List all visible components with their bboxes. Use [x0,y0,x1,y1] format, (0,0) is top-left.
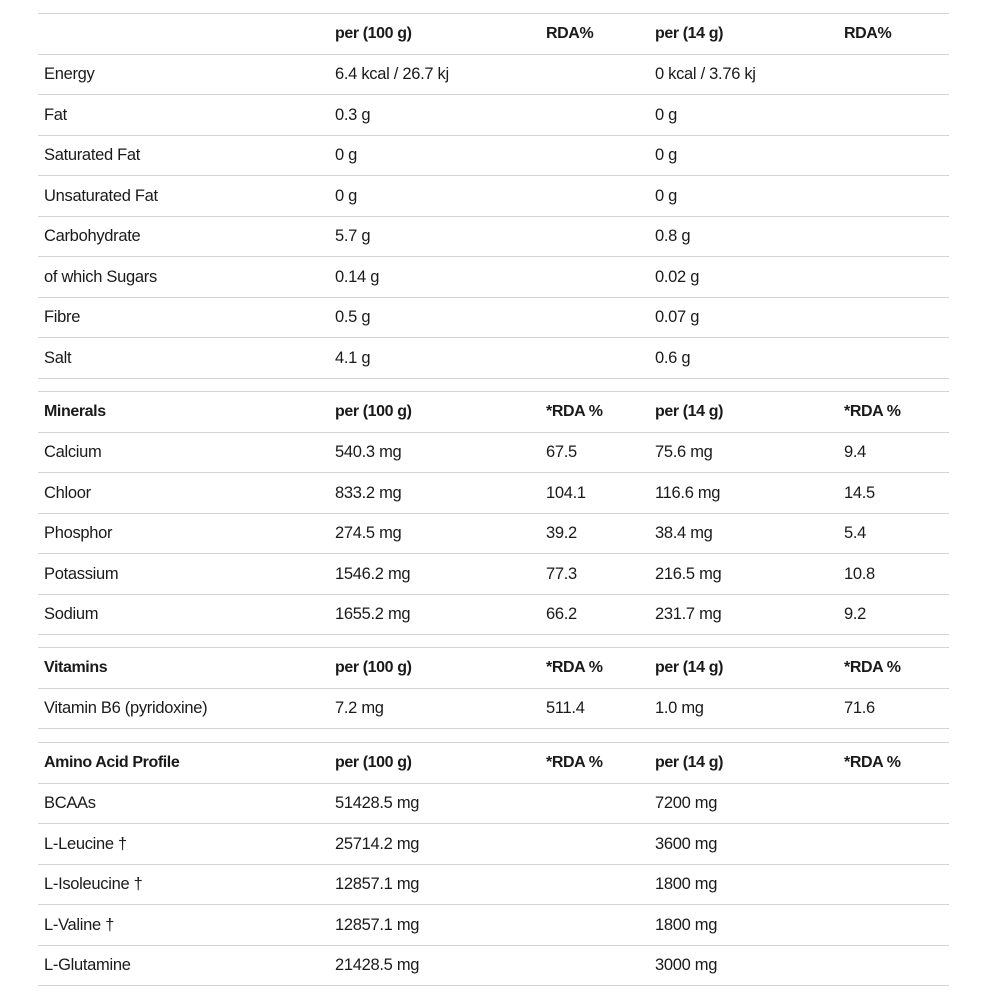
table-row [38,473,949,514]
rda-per-100g [540,297,649,338]
table-row [38,554,949,595]
rda-per-100g [540,257,649,298]
rda-per-14g [838,905,949,946]
value-per-100g: 25714.2 mg [329,824,540,865]
header-cell-per-14g: per (14 g) [649,392,838,433]
value-per-14g: 0 kcal / 3.76 kj [649,54,838,95]
header-cell-rda-100g: *RDA % [540,743,649,784]
header-cell-rda-14g: RDA% [838,14,949,55]
table-row [38,297,949,338]
minerals-table [38,391,949,635]
rda-per-14g: 9.2 [838,594,949,635]
table-header-row [38,648,949,689]
row-label: Calcium [38,432,329,473]
table-row [38,54,949,95]
rda-per-14g [838,783,949,824]
header-cell-per-100g: per (100 g) [329,648,540,689]
table-header-row [38,392,949,433]
row-label: Vitamin B6 (pyridoxine) [38,688,329,729]
header-cell-per-100g: per (100 g) [329,14,540,55]
value-per-100g: 5.7 g [329,216,540,257]
table-row [38,594,949,635]
table-row [38,95,949,136]
table-row [38,864,949,905]
rda-per-14g: 71.6 [838,688,949,729]
table-row [38,783,949,824]
rda-per-100g [540,95,649,136]
header-cell-rda-14g: *RDA % [838,743,949,784]
rda-per-100g: 104.1 [540,473,649,514]
value-per-14g: 1.0 mg [649,688,838,729]
table-row [38,257,949,298]
value-per-14g: 1800 mg [649,905,838,946]
rda-per-100g: 67.5 [540,432,649,473]
value-per-100g: 12857.1 mg [329,905,540,946]
value-per-14g: 75.6 mg [649,432,838,473]
value-per-14g: 1800 mg [649,864,838,905]
rda-per-14g [838,864,949,905]
value-per-100g: 21428.5 mg [329,945,540,986]
table-row [38,688,949,729]
header-cell-rda-100g: *RDA % [540,392,649,433]
value-per-14g: 0 g [649,176,838,217]
row-label: L-Glutamine [38,945,329,986]
rda-per-14g [838,945,949,986]
rda-per-100g [540,54,649,95]
row-label: Chloor [38,473,329,514]
rda-per-100g [540,216,649,257]
amino-acid-table [38,742,949,986]
rda-per-100g [540,338,649,379]
rda-per-14g [838,176,949,217]
row-label: Fibre [38,297,329,338]
rda-per-14g [838,54,949,95]
value-per-100g: 0 g [329,135,540,176]
value-per-14g: 116.6 mg [649,473,838,514]
value-per-100g: 0.3 g [329,95,540,136]
row-label: of which Sugars [38,257,329,298]
header-cell-rda-100g: RDA% [540,14,649,55]
table-row [38,216,949,257]
value-per-14g: 3600 mg [649,824,838,865]
rda-per-14g [838,824,949,865]
row-label: Saturated Fat [38,135,329,176]
value-per-14g: 0.02 g [649,257,838,298]
row-label: Phosphor [38,513,329,554]
row-label: L-Valine † [38,905,329,946]
value-per-100g: 1655.2 mg [329,594,540,635]
value-per-100g: 0.5 g [329,297,540,338]
value-per-100g: 0.14 g [329,257,540,298]
row-label: Sodium [38,594,329,635]
table-row [38,338,949,379]
value-per-100g: 540.3 mg [329,432,540,473]
row-label: Salt [38,338,329,379]
value-per-14g: 0.6 g [649,338,838,379]
rda-per-100g [540,905,649,946]
rda-per-14g: 10.8 [838,554,949,595]
value-per-100g: 4.1 g [329,338,540,379]
rda-per-14g [838,216,949,257]
row-label: Carbohydrate [38,216,329,257]
rda-per-100g [540,864,649,905]
value-per-14g: 0.8 g [649,216,838,257]
table-row [38,432,949,473]
rda-per-100g [540,824,649,865]
rda-per-14g [838,95,949,136]
value-per-14g: 7200 mg [649,783,838,824]
table-row [38,176,949,217]
rda-per-100g [540,945,649,986]
header-cell-per-14g: per (14 g) [649,14,838,55]
value-per-100g: 12857.1 mg [329,864,540,905]
row-label: Unsaturated Fat [38,176,329,217]
table-row [38,513,949,554]
rda-per-14g [838,135,949,176]
row-label: Fat [38,95,329,136]
rda-per-14g: 9.4 [838,432,949,473]
header-cell-label: Minerals [38,392,329,433]
table-row [38,945,949,986]
rda-per-100g: 39.2 [540,513,649,554]
value-per-100g: 833.2 mg [329,473,540,514]
value-per-14g: 0 g [649,95,838,136]
header-cell-per-100g: per (100 g) [329,743,540,784]
rda-per-14g: 5.4 [838,513,949,554]
row-label: L-Leucine † [38,824,329,865]
header-cell-per-14g: per (14 g) [649,743,838,784]
value-per-100g: 1546.2 mg [329,554,540,595]
value-per-100g: 6.4 kcal / 26.7 kj [329,54,540,95]
header-cell-label: Vitamins [38,648,329,689]
rda-per-100g: 66.2 [540,594,649,635]
rda-per-14g [838,297,949,338]
rda-per-100g [540,783,649,824]
table-header-row [38,743,949,784]
table-row [38,135,949,176]
header-cell-per-100g: per (100 g) [329,392,540,433]
row-label: Potassium [38,554,329,595]
row-label: Energy [38,54,329,95]
value-per-14g: 216.5 mg [649,554,838,595]
value-per-100g: 7.2 mg [329,688,540,729]
rda-per-100g: 77.3 [540,554,649,595]
header-cell-rda-14g: *RDA % [838,648,949,689]
value-per-100g: 274.5 mg [329,513,540,554]
table-row [38,824,949,865]
value-per-100g: 0 g [329,176,540,217]
table-header-row [38,14,949,55]
rda-per-14g [838,338,949,379]
header-cell-label: Amino Acid Profile [38,743,329,784]
header-cell-label [38,14,329,55]
nutrition-table [38,13,949,379]
value-per-14g: 3000 mg [649,945,838,986]
value-per-14g: 0.07 g [649,297,838,338]
header-cell-rda-14g: *RDA % [838,392,949,433]
rda-per-100g [540,176,649,217]
rda-per-100g [540,135,649,176]
table-row [38,905,949,946]
row-label: L-Isoleucine † [38,864,329,905]
header-cell-per-14g: per (14 g) [649,648,838,689]
rda-per-100g: 511.4 [540,688,649,729]
value-per-14g: 0 g [649,135,838,176]
value-per-100g: 51428.5 mg [329,783,540,824]
header-cell-rda-100g: *RDA % [540,648,649,689]
row-label: BCAAs [38,783,329,824]
value-per-14g: 38.4 mg [649,513,838,554]
rda-per-14g: 14.5 [838,473,949,514]
vitamins-table [38,647,949,729]
rda-per-14g [838,257,949,298]
value-per-14g: 231.7 mg [649,594,838,635]
